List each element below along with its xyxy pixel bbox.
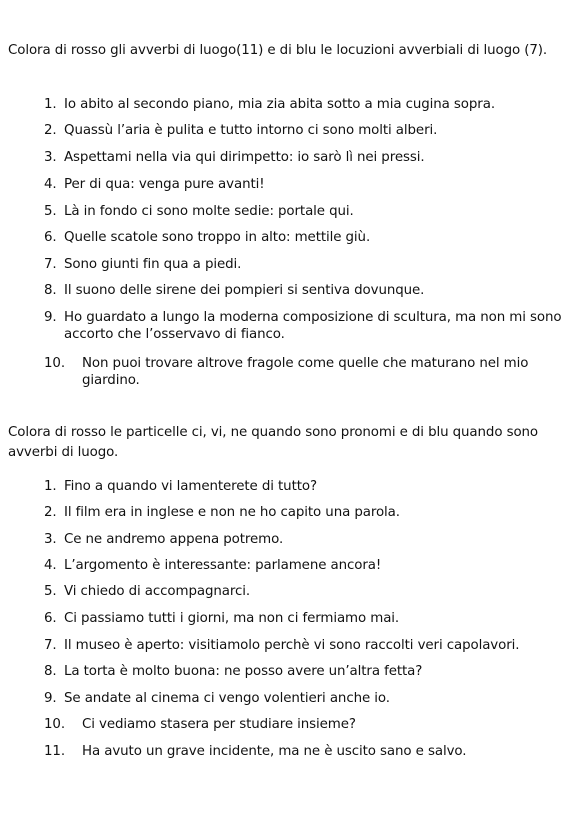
item-text: Non puoi trovare altrove fragole come quelle che maturano nel mio giardino. xyxy=(82,356,529,388)
item-number: 10. xyxy=(44,717,65,732)
item-number: 8. xyxy=(44,664,57,679)
list-item xyxy=(44,610,564,627)
item-number: 5. xyxy=(44,584,57,599)
item-number: 6. xyxy=(44,611,57,626)
list-item xyxy=(44,690,564,707)
item-number: 2. xyxy=(44,123,57,138)
item-text: La torta è molto buona: ne posso avere un’altra fetta? xyxy=(64,664,423,679)
item-number: 4. xyxy=(44,177,57,192)
item-text: Ci passiamo tutti i giorni, ma non ci fermiamo mai. xyxy=(64,611,400,626)
item-text: Se andate al cinema ci vengo volentieri anche io. xyxy=(64,691,390,706)
item-text: Per di qua: venga pure avanti! xyxy=(64,177,265,192)
list-item xyxy=(44,282,564,299)
list-item xyxy=(44,256,564,273)
list-item xyxy=(44,504,564,521)
item-number: 6. xyxy=(44,230,57,245)
list-item xyxy=(44,531,564,548)
section1-instruction: Colora di rosso gli avverbi di luogo(11) e di blu le locuzioni avverbiali di luogo (7). xyxy=(8,43,548,58)
item-text: Fino a quando vi lamenterete di tutto? xyxy=(64,479,317,494)
list-item xyxy=(44,203,564,220)
item-text: Ho guardato a lungo la moderna composizione di scultura, ma non mi sono accorto che l’osservavo di fianco. xyxy=(64,310,562,342)
list-item xyxy=(44,716,564,733)
item-text: L’argomento è interessante: parlamene ancora! xyxy=(64,558,382,573)
list-item xyxy=(44,557,564,574)
list-item xyxy=(44,96,564,113)
item-number: 2. xyxy=(44,505,57,520)
item-number: 1. xyxy=(44,97,57,112)
list-item xyxy=(44,176,564,193)
list-item xyxy=(44,663,564,680)
section2-instruction: Colora di rosso le particelle ci, vi, ne quando sono pronomi e di blu quando sono avverbi di luogo. xyxy=(8,425,539,460)
list-item xyxy=(44,149,564,166)
item-text: Io abito al secondo piano, mia zia abita sotto a mia cugina sopra. xyxy=(64,97,495,112)
item-text: Quassù l’aria è pulita e tutto intorno ci sono molti alberi. xyxy=(64,123,438,138)
item-text: Ha avuto un grave incidente, ma ne è uscito sano e salvo. xyxy=(82,744,467,759)
item-text: Sono giunti fin qua a piedi. xyxy=(64,257,242,272)
item-number: 10. xyxy=(44,356,65,371)
list-item xyxy=(44,309,564,343)
item-text: Il museo è aperto: visitiamolo perchè vi sono raccolti veri capolavori. xyxy=(64,638,520,653)
list-item xyxy=(44,122,564,139)
item-text: Aspettami nella via qui dirimpetto: io sarò lì nei pressi. xyxy=(64,150,425,165)
item-text: Quelle scatole sono troppo in alto: mettile giù. xyxy=(64,230,371,245)
item-number: 9. xyxy=(44,310,57,325)
item-text: Il film era in inglese e non ne ho capito una parola. xyxy=(64,505,400,520)
list-item xyxy=(44,743,564,760)
item-number: 8. xyxy=(44,283,57,298)
item-text: Là in fondo ci sono molte sedie: portale qui. xyxy=(64,204,354,219)
item-number: 11. xyxy=(44,744,65,759)
item-number: 4. xyxy=(44,558,57,573)
list-item xyxy=(44,229,564,246)
list-item xyxy=(44,637,564,654)
item-number: 3. xyxy=(44,150,57,165)
item-number: 5. xyxy=(44,204,57,219)
item-text: Ce ne andremo appena potremo. xyxy=(64,532,284,547)
item-text: Vi chiedo di accompagnarci. xyxy=(64,584,250,599)
item-number: 7. xyxy=(44,638,57,653)
list-item xyxy=(44,355,564,389)
item-number: 9. xyxy=(44,691,57,706)
item-text: Il suono delle sirene dei pompieri si sentiva dovunque. xyxy=(64,283,425,298)
item-number: 3. xyxy=(44,532,57,547)
list-item xyxy=(44,583,564,600)
item-number: 1. xyxy=(44,479,57,494)
list-item xyxy=(44,478,564,495)
item-text: Ci vediamo stasera per studiare insieme? xyxy=(82,717,356,732)
item-number: 7. xyxy=(44,257,57,272)
